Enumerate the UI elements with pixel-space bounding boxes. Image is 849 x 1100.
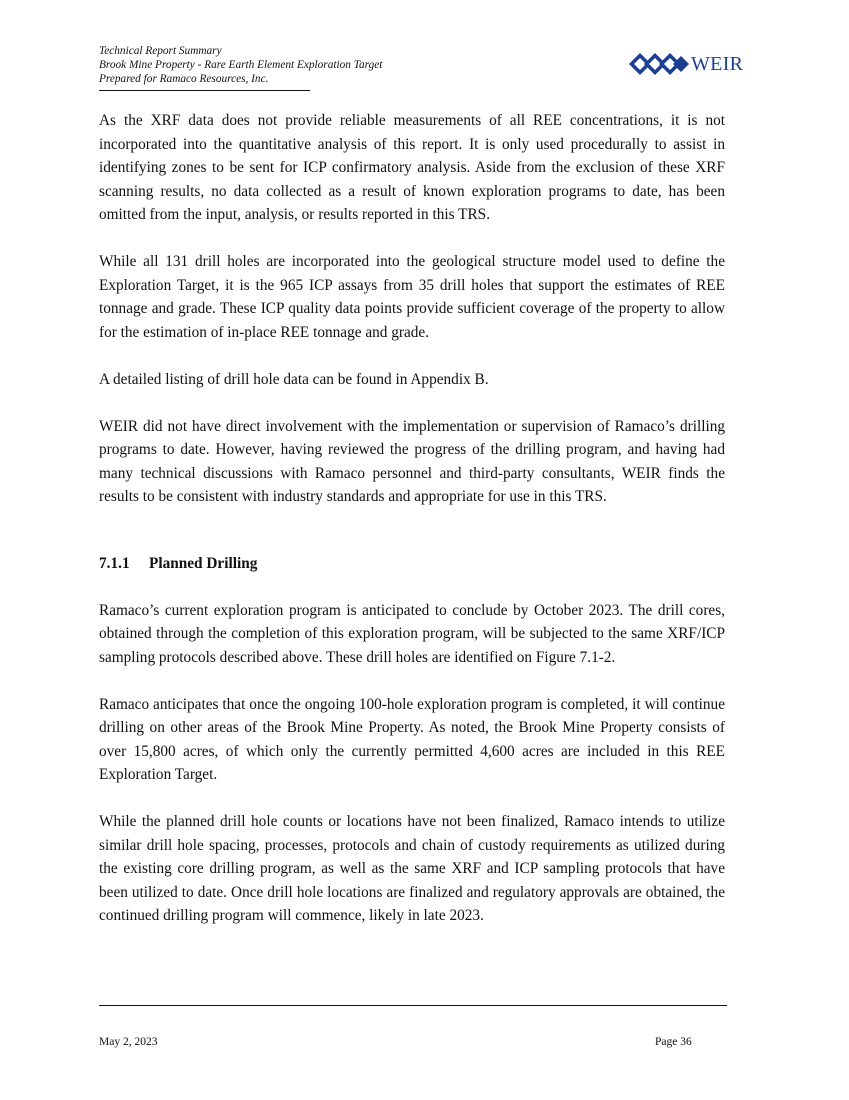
header-text-block: [99, 44, 382, 86]
weir-logo-diamonds-icon: [629, 52, 689, 76]
section-title: Planned Drilling: [149, 554, 258, 572]
section-heading: [99, 552, 725, 576]
footer-rule: [99, 1005, 727, 1006]
page-header: [99, 44, 744, 92]
paragraph-appendix-reference: A detailed listing of drill hole data can be found in Appendix B.: [99, 370, 489, 388]
footer-date: May 2, 2023: [99, 1036, 158, 1048]
paragraph-weir-review: WEIR did not have direct involvement with the implementation or supervision of Ramaco’s drilling programs to date. However, having reviewed the progress of the drilling program, and having had many technical discussions with Ramaco personnel and third-party consultants, WEIR finds the results to be consistent with industry standards and appropriate for use in this TRS.: [99, 417, 725, 505]
weir-logo-text: WEIR: [691, 53, 744, 75]
page-body: [99, 109, 725, 951]
paragraph-xrf-data: As the XRF data does not provide reliable measurements of all REE concentrations, it is not incorporated into the quantitative analysis of this report. It is only used procedurally to assist in identifying zones to be sent for ICP confirmatory analysis. Aside from the exclusion of these XRF scanning results, no data collected as a result of known exploration programs to date, has been omitted from the input, analysis, or results reported in this TRS.: [99, 112, 725, 223]
footer-page-number: Page 36: [655, 1036, 692, 1048]
paragraph-drill-holes: While all 131 drill holes are incorporated into the geological structure model used to define the Exploration Target, it is the 965 ICP assays from 35 drill holes that support the estimates of REE tonnage and grade. These ICP quality data points provide sufficient coverage of the property to allow for the estimation of in-place REE tonnage and grade.: [99, 253, 725, 341]
header-rule: [99, 90, 310, 91]
weir-logo: [629, 49, 743, 79]
paragraph-planned-protocols: While the planned drill hole counts or locations have not been finalized, Ramaco intends to utilize similar drill hole spacing, processes, protocols and chain of custody requirements as utilized during the existing core drilling program, as well as the same XRF and ICP sampling protocols that have been utilized to date. Once drill hole locations are finalized and regulatory approvals are obtained, the continued drilling program will commence, likely in late 2023.: [99, 813, 725, 924]
header-prepared-for: Prepared for Ramaco Resources, Inc.: [99, 73, 269, 85]
section-number: 7.1.1: [99, 554, 130, 572]
header-report-title: Brook Mine Property - Rare Earth Element Exploration Target: [99, 59, 383, 71]
header-report-type: Technical Report Summary: [99, 45, 222, 57]
paragraph-future-drilling: Ramaco anticipates that once the ongoing 100-hole exploration program is completed, it will continue drilling on other areas of the Brook Mine Property. As noted, the Brook Mine Property consists of over 15,800 acres, of which only the currently permitted 4,600 acres are included in this REE Exploration Target.: [99, 695, 725, 783]
paragraph-current-program: Ramaco’s current exploration program is anticipated to conclude by October 2023. The drill cores, obtained through the completion of this exploration program, will be subjected to the same XRF/ICP sampling protocols described above. These drill holes are identified on Figure 7.1-2.: [99, 601, 725, 666]
